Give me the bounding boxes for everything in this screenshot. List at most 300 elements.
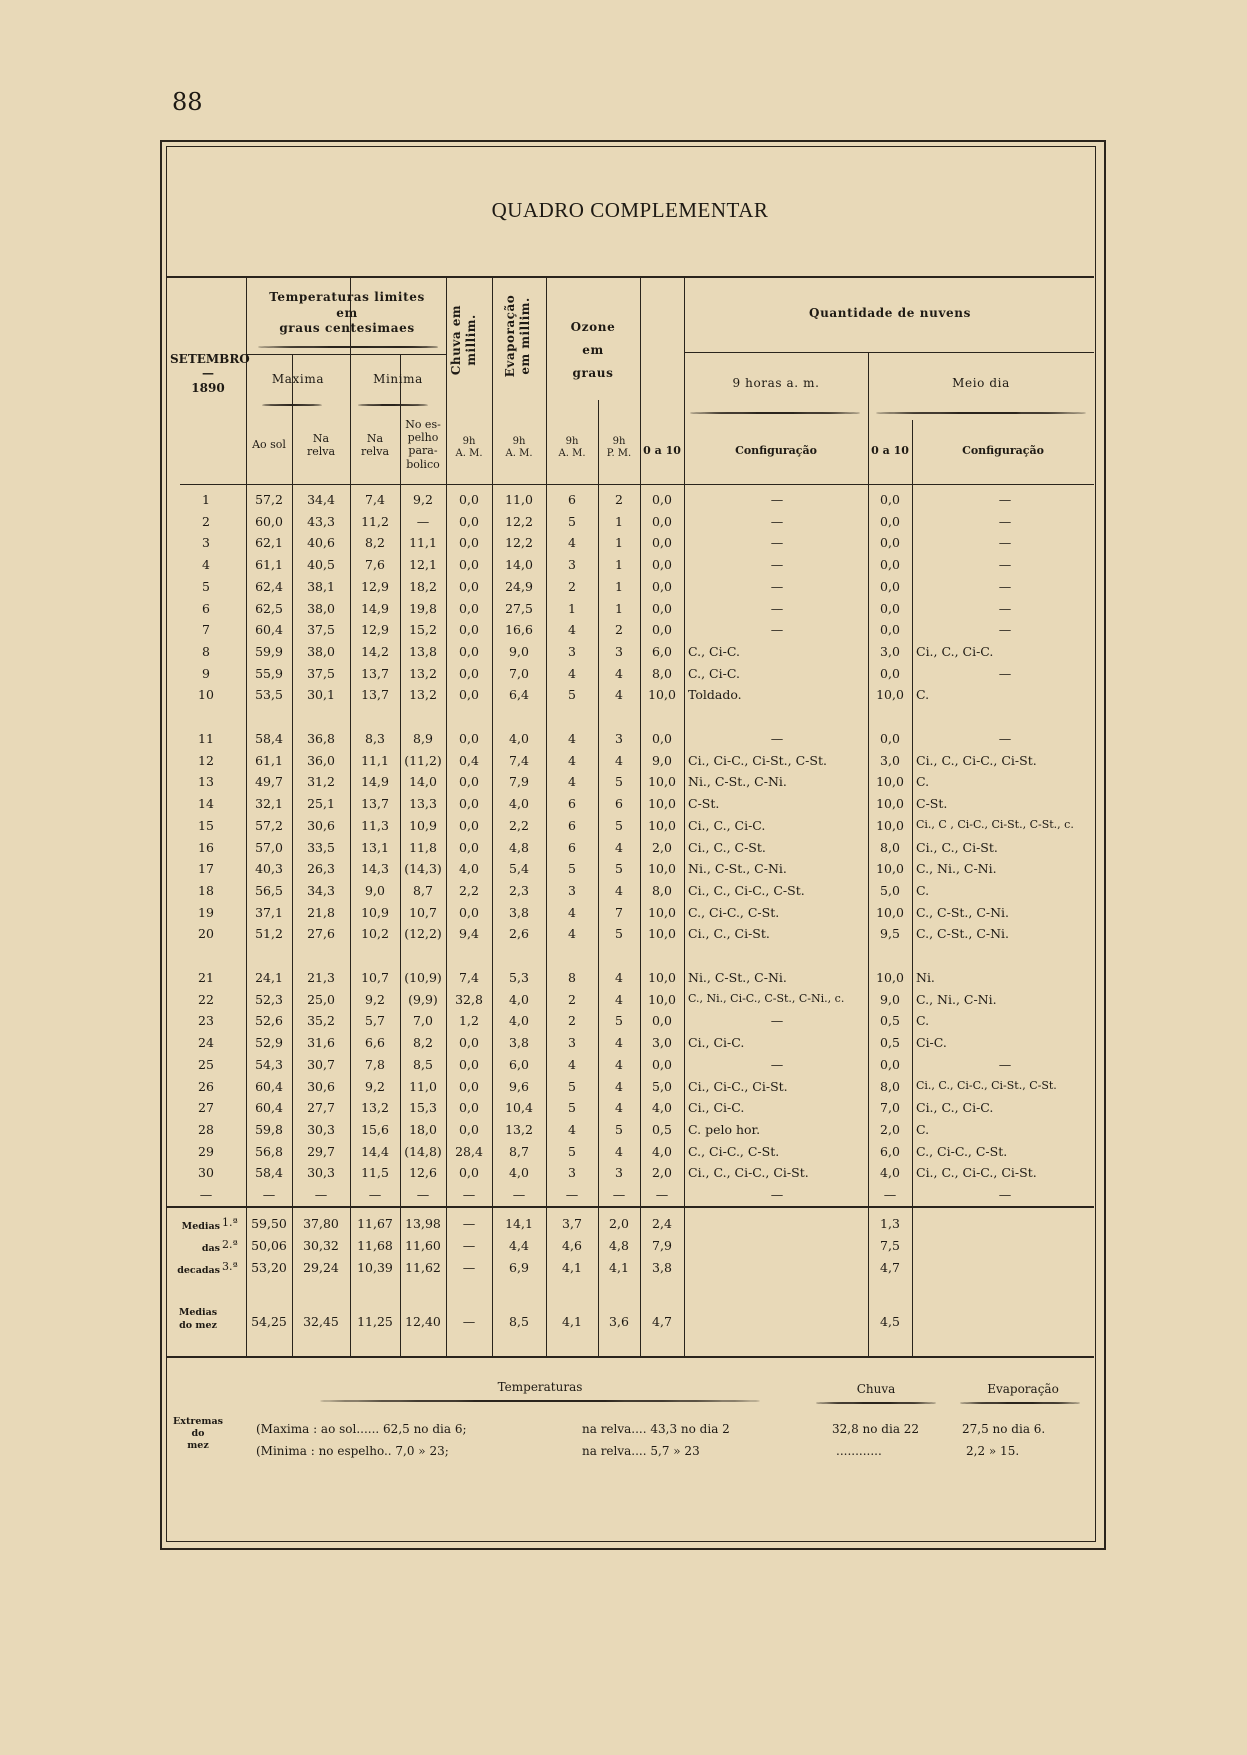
cell-min-espelho: 12,1 <box>409 557 437 573</box>
header-maxima: Maxima <box>271 372 325 386</box>
cell-evaporacao: 9,6 <box>509 1078 529 1094</box>
cell-min-na-relva: 5,7 <box>365 1013 385 1029</box>
cell-config-md: C-St. <box>916 796 948 812</box>
cell-evaporacao: 13,2 <box>505 1121 533 1137</box>
column-rule <box>684 276 685 1356</box>
cell-day: 27 <box>198 1100 214 1116</box>
cell-max-na-relva: 38,1 <box>307 578 335 594</box>
cell-min-na-relva: 14,9 <box>361 600 389 616</box>
cell-config-md: C., Ci-C., C-St. <box>916 1143 1008 1159</box>
header-top-rule <box>166 276 1094 278</box>
cell-ozone-am: 5 <box>568 1078 576 1094</box>
table-title: QUADRO COMPLEMENTAR <box>491 198 769 222</box>
cell-max-ao-sol: 37,1 <box>255 904 283 920</box>
cell-evaporacao: 10,4 <box>505 1100 533 1116</box>
cell-nuvens-md: 0,0 <box>880 1056 900 1072</box>
cell-config-am: Ni., C-St., C-Ni. <box>688 970 787 985</box>
cell-evaporacao: 24,9 <box>505 578 533 594</box>
cell-min-na-relva: 13,7 <box>361 665 389 681</box>
cell-nuvens-am: 9,0 <box>652 752 672 768</box>
cell-nuvens-md: 10,0 <box>876 904 904 920</box>
cell-min-espelho: — <box>416 513 430 529</box>
cell-max-na-relva: 27,6 <box>307 926 335 942</box>
cell-nuvens-am: 0,0 <box>652 600 672 616</box>
header-swash-rule <box>262 404 322 406</box>
cell-nuvens-md: 8,0 <box>880 839 900 855</box>
cell-config-am: — <box>770 557 784 573</box>
cell-min-espelho: (10,9) <box>404 970 442 985</box>
means-decades-label: Medias das decadas <box>177 1221 220 1276</box>
cell-nuvens-am: 10,0 <box>648 904 676 920</box>
cell-chuva: 0,0 <box>459 513 479 529</box>
cell-nuvens-am: — <box>655 1187 669 1202</box>
cell-ozone-am: 4 <box>568 904 576 920</box>
cell-config-am: Ci., Ci-C., Ci-St. <box>688 1078 788 1094</box>
header-bottom-rule <box>180 484 1094 485</box>
mean-ozone-am: 4,1 <box>562 1260 582 1275</box>
cell-config-md: C., C-St., C-Ni. <box>916 926 1010 942</box>
cell-nuvens-md: 0,0 <box>880 492 900 507</box>
cell-ozone-am: 6 <box>568 817 576 833</box>
cell-min-espelho: 10,9 <box>409 817 437 833</box>
cell-max-ao-sol: 58,4 <box>255 1165 283 1181</box>
cell-max-ao-sol: 51,2 <box>255 926 283 942</box>
cell-ozone-am: 4 <box>568 622 576 638</box>
cell-max-na-relva: 40,6 <box>307 535 335 551</box>
cell-ozone-am: 3 <box>568 882 576 898</box>
mean-min-espelho: 11,62 <box>405 1260 441 1275</box>
cell-ozone-am: — <box>565 1187 579 1202</box>
cell-ozone-pm: 1 <box>615 578 623 594</box>
cell-nuvens-md: 9,5 <box>880 926 900 942</box>
cell-day: 7 <box>202 622 210 638</box>
cell-chuva: 2,2 <box>459 882 479 898</box>
cell-min-espelho: (14,8) <box>404 1143 442 1159</box>
footer-min-line: (Minima : no espelho.. 7,0 » 23; <box>256 1444 449 1458</box>
cell-nuvens-am: 3,0 <box>652 1035 672 1051</box>
cell-max-na-relva: 25,0 <box>307 991 335 1007</box>
cell-max-na-relva: 36,8 <box>307 731 335 746</box>
cell-chuva: 0,0 <box>459 1100 479 1116</box>
cell-config-am: Ci., C., Ci-St. <box>688 926 770 942</box>
mean-min-espelho: 13,98 <box>405 1216 441 1231</box>
cell-max-na-relva: 36,0 <box>307 752 335 768</box>
cell-ozone-am: 3 <box>568 1165 576 1181</box>
cell-chuva: 0,0 <box>459 643 479 659</box>
cell-ozone-am: 2 <box>568 578 576 594</box>
cell-max-na-relva: 38,0 <box>307 600 335 616</box>
cell-config-md: C., Ni., C-Ni. <box>916 991 997 1007</box>
cell-ozone-am: 3 <box>568 557 576 573</box>
cell-max-ao-sol: 52,6 <box>255 1013 283 1029</box>
cell-nuvens-md: 10,0 <box>876 817 904 833</box>
cell-nuvens-md: 4,0 <box>880 1165 900 1181</box>
cell-config-am: C-St. <box>688 796 720 812</box>
cell-chuva: 28,4 <box>455 1143 483 1159</box>
cell-nuvens-md: 3,0 <box>880 643 900 659</box>
cell-nuvens-am: 2,0 <box>652 1165 672 1181</box>
footer-top-rule <box>166 1356 1094 1358</box>
cell-config-am: — <box>770 731 784 746</box>
decade-number: 3.ª <box>222 1260 238 1273</box>
cell-min-espelho: 13,2 <box>409 687 437 703</box>
cell-day: 10 <box>198 687 214 703</box>
cell-max-na-relva: 30,7 <box>307 1056 335 1072</box>
cell-min-na-relva: 11,1 <box>361 752 389 768</box>
cell-chuva: 32,8 <box>455 991 483 1007</box>
header-nove-horas: 9 horas a. m. <box>732 376 820 390</box>
cell-config-md: — <box>998 513 1012 529</box>
header-max-na-relva: Na relva <box>306 432 336 459</box>
cell-evaporacao: 12,2 <box>505 535 533 551</box>
cell-max-na-relva: 31,6 <box>307 1035 335 1051</box>
cell-nuvens-am: 0,0 <box>652 492 672 507</box>
cell-nuvens-md: 10,0 <box>876 796 904 812</box>
cell-day: 4 <box>202 557 210 573</box>
cell-ozone-am: 4 <box>568 926 576 942</box>
cell-min-na-relva: 11,3 <box>361 817 389 833</box>
cell-chuva: 1,2 <box>459 1013 479 1029</box>
mean-ozone-am: 4,6 <box>562 1238 582 1253</box>
cell-max-ao-sol: 55,9 <box>255 665 283 681</box>
cell-min-na-relva: 13,7 <box>361 687 389 703</box>
cell-ozone-am: 4 <box>568 535 576 551</box>
cell-max-na-relva: 37,5 <box>307 622 335 638</box>
cell-min-na-relva: 15,6 <box>361 1121 389 1137</box>
cell-ozone-am: 4 <box>568 1121 576 1137</box>
cell-min-na-relva: 11,5 <box>361 1165 389 1181</box>
cell-ozone-pm: 4 <box>615 1143 623 1159</box>
cell-day: 21 <box>198 970 214 985</box>
cell-max-ao-sol: 60,4 <box>255 1100 283 1116</box>
cell-min-espelho: (12,2) <box>404 926 442 942</box>
cell-day: 19 <box>198 904 214 920</box>
cell-evaporacao: 3,8 <box>509 1035 529 1051</box>
cell-evaporacao: 7,9 <box>509 774 529 790</box>
header-swash-rule <box>358 346 438 348</box>
month-mean-ozone-am: 4,1 <box>562 1314 582 1329</box>
cell-nuvens-am: 2,0 <box>652 839 672 855</box>
cell-ozone-am: 3 <box>568 1035 576 1051</box>
mean-nuvens-md: 7,5 <box>880 1238 900 1253</box>
cell-max-ao-sol: 60,0 <box>255 513 283 529</box>
cell-max-na-relva: 43,3 <box>307 513 335 529</box>
cell-config-am: C., Ci-C. <box>688 665 740 681</box>
mean-ozone-pm: 4,8 <box>609 1238 629 1253</box>
cell-chuva: 9,4 <box>459 926 479 942</box>
cell-day: 18 <box>198 882 214 898</box>
cell-config-md: — <box>998 731 1012 746</box>
cell-ozone-pm: 2 <box>615 492 623 507</box>
cell-config-md: Ci., C., Ci-St. <box>916 839 998 855</box>
footer-max-line: (Maxima : ao sol...... 62,5 no dia 6; <box>256 1422 467 1436</box>
cell-min-na-relva: 12,9 <box>361 622 389 638</box>
footer-temperaturas: Temperaturas <box>497 1380 583 1394</box>
cell-config-am: — <box>770 492 784 507</box>
cell-day: 22 <box>198 991 214 1007</box>
cell-nuvens-md: 2,0 <box>880 1121 900 1137</box>
cell-evaporacao: 7,0 <box>509 665 529 681</box>
cell-chuva: 0,0 <box>459 600 479 616</box>
header-ozone-9h-pm: 9h P. M. <box>606 436 632 459</box>
cell-ozone-am: 5 <box>568 1100 576 1116</box>
decade-number: 2.ª <box>222 1238 238 1251</box>
cell-evaporacao: 16,6 <box>505 622 533 638</box>
cell-max-na-relva: 40,5 <box>307 557 335 573</box>
cell-ozone-pm: 4 <box>615 665 623 681</box>
cell-ozone-pm: 4 <box>615 752 623 768</box>
column-rule <box>912 420 913 1356</box>
cell-config-am: C., Ni., Ci-C., C-St., C-Ni., c. <box>688 991 845 1005</box>
cell-nuvens-md: 8,0 <box>880 1078 900 1094</box>
cell-evaporacao: 6,4 <box>509 687 529 703</box>
cell-config-md: Ci., C., Ci-C., Ci-St. <box>916 1165 1037 1181</box>
header-temperaturas: Temperaturas limites em graus centesimaes <box>269 290 425 336</box>
month-mean-ozone-pm: 3,6 <box>609 1314 629 1329</box>
cell-ozone-pm: 5 <box>615 926 623 942</box>
cell-max-ao-sol: 57,0 <box>255 839 283 855</box>
month-mean-max-ao-sol: 54,25 <box>251 1314 287 1329</box>
cell-max-ao-sol: 59,8 <box>255 1121 283 1137</box>
means-month-label: Medias do mez <box>178 1307 218 1331</box>
cell-nuvens-am: 0,0 <box>652 622 672 638</box>
cell-config-md: Ci., C., Ci-C., Ci-St. <box>916 752 1037 768</box>
maxmin-rule <box>246 354 446 355</box>
cell-nuvens-am: 0,5 <box>652 1121 672 1137</box>
cell-max-ao-sol: 32,1 <box>255 796 283 812</box>
mean-nuvens-am: 3,8 <box>652 1260 672 1275</box>
cell-nuvens-md: 10,0 <box>876 861 904 877</box>
cell-max-ao-sol: 56,5 <box>255 882 283 898</box>
cell-config-am: Ci., Ci-C. <box>688 1035 745 1051</box>
cell-min-na-relva: 14,2 <box>361 643 389 659</box>
cell-min-na-relva: 9,2 <box>365 1078 385 1094</box>
cell-max-ao-sol: 59,9 <box>255 643 283 659</box>
cell-min-na-relva: 10,2 <box>361 926 389 942</box>
header-no-espelho: No es- pelho para- bolico <box>405 418 441 471</box>
cell-config-am: C. pelo hor. <box>688 1121 761 1137</box>
cell-nuvens-md: 0,0 <box>880 731 900 746</box>
cell-nuvens-am: 0,0 <box>652 557 672 573</box>
cell-max-ao-sol: 56,8 <box>255 1143 283 1159</box>
cell-max-na-relva: 35,2 <box>307 1013 335 1029</box>
cell-max-ao-sol: 62,5 <box>255 600 283 616</box>
cell-chuva: 0,0 <box>459 774 479 790</box>
cell-nuvens-md: 0,5 <box>880 1035 900 1051</box>
cell-nuvens-md: 3,0 <box>880 752 900 768</box>
cell-config-md: C. <box>916 1013 930 1029</box>
header-swash-rule <box>876 412 1086 414</box>
cell-ozone-pm: 4 <box>615 970 623 985</box>
footer-max-evap: 27,5 no dia 6. <box>962 1422 1046 1436</box>
cell-ozone-am: 4 <box>568 752 576 768</box>
cell-ozone-am: 6 <box>568 796 576 812</box>
cell-min-na-relva: 8,3 <box>365 731 385 746</box>
cell-config-md: C., Ni., C-Ni. <box>916 861 997 877</box>
cell-config-md: C. <box>916 687 930 703</box>
cell-ozone-pm: 4 <box>615 882 623 898</box>
cell-day: 1 <box>202 492 210 507</box>
cell-ozone-pm: 3 <box>615 1165 623 1181</box>
cell-min-na-relva: 6,6 <box>365 1035 385 1051</box>
cell-chuva: 0,0 <box>459 1056 479 1072</box>
cell-config-md: — <box>998 492 1012 507</box>
cell-nuvens-md: 0,0 <box>880 622 900 638</box>
cell-ozone-am: 8 <box>568 970 576 985</box>
cell-day: 24 <box>198 1035 214 1051</box>
header-evap-9h: 9h A. M. <box>505 436 533 459</box>
cell-min-na-relva: 10,7 <box>361 970 389 985</box>
cell-max-na-relva: 34,4 <box>307 492 335 507</box>
cell-config-am: — <box>770 535 784 551</box>
cell-nuvens-am: 0,0 <box>652 1056 672 1072</box>
cell-ozone-pm: — <box>612 1187 626 1202</box>
month-mean-evaporacao: 8,5 <box>509 1314 529 1329</box>
header-evaporacao: Evaporação em millim. <box>503 294 532 378</box>
cell-evaporacao: 3,8 <box>509 904 529 920</box>
footer-min-chuva: ............ <box>836 1444 882 1458</box>
cell-day: 13 <box>198 774 214 790</box>
header-ao-sol: Ao sol <box>252 438 286 451</box>
mean-nuvens-am: 7,9 <box>652 1238 672 1253</box>
cell-ozone-am: 6 <box>568 492 576 507</box>
cell-evaporacao: 4,0 <box>509 1165 529 1181</box>
cell-ozone-pm: 4 <box>615 1078 623 1094</box>
cell-min-espelho: 13,2 <box>409 665 437 681</box>
header-meio-dia: Meio dia <box>952 376 1010 390</box>
cell-nuvens-am: 6,0 <box>652 643 672 659</box>
cell-evaporacao: 4,0 <box>509 1013 529 1029</box>
cell-evaporacao: 5,4 <box>509 861 529 877</box>
cell-config-am: C., Ci-C., C-St. <box>688 1143 780 1159</box>
cell-nuvens-md: 9,0 <box>880 991 900 1007</box>
header-chuva: Chuva em millim. <box>449 304 478 376</box>
cell-min-na-relva: 14,9 <box>361 774 389 790</box>
cell-nuvens-am: 10,0 <box>648 926 676 942</box>
cell-min-espelho: 18,2 <box>409 578 437 594</box>
cell-nuvens-md: 6,0 <box>880 1143 900 1159</box>
footer-evap-swash <box>960 1402 1080 1404</box>
cell-ozone-pm: 4 <box>615 839 623 855</box>
cell-max-na-relva: 29,7 <box>307 1143 335 1159</box>
cell-min-espelho: 15,3 <box>409 1100 437 1116</box>
cell-max-na-relva: — <box>314 1187 328 1202</box>
footer-chuva: Chuva <box>856 1382 896 1396</box>
header-swash-rule <box>690 412 860 414</box>
cell-nuvens-md: 0,0 <box>880 600 900 616</box>
cell-day: 5 <box>202 578 210 594</box>
month-mean-min-na-relva: 11,25 <box>357 1314 393 1329</box>
cell-max-na-relva: 38,0 <box>307 643 335 659</box>
cell-nuvens-md: 10,0 <box>876 970 904 985</box>
cell-nuvens-am: 10,0 <box>648 991 676 1007</box>
cell-config-am: — <box>770 1056 784 1072</box>
cell-chuva: 0,0 <box>459 904 479 920</box>
cell-day: 14 <box>198 796 214 812</box>
cell-nuvens-am: 0,0 <box>652 578 672 594</box>
footer-temp-swash <box>320 1400 760 1402</box>
cell-max-ao-sol: 52,9 <box>255 1035 283 1051</box>
cell-ozone-pm: 7 <box>615 904 623 920</box>
cell-config-am: Ci., C., C-St. <box>688 839 766 855</box>
cell-max-ao-sol: 58,4 <box>255 731 283 746</box>
cell-chuva: 0,0 <box>459 578 479 594</box>
mean-chuva: — <box>462 1238 476 1253</box>
cell-evaporacao: 2,3 <box>509 882 529 898</box>
cell-max-ao-sol: 57,2 <box>255 817 283 833</box>
cell-config-md: Ci-C. <box>916 1035 947 1051</box>
cell-ozone-am: 2 <box>568 1013 576 1029</box>
cell-min-espelho: 11,1 <box>409 535 437 551</box>
cell-min-na-relva: 13,1 <box>361 839 389 855</box>
cell-nuvens-am: 4,0 <box>652 1143 672 1159</box>
decade-number: 1.ª <box>222 1216 238 1229</box>
nuvens-rule <box>684 352 1094 353</box>
cell-ozone-pm: 4 <box>615 991 623 1007</box>
cell-config-md: Ni. <box>916 970 935 985</box>
cell-chuva: 0,0 <box>459 1121 479 1137</box>
mean-chuva: — <box>462 1260 476 1275</box>
cell-ozone-am: 4 <box>568 774 576 790</box>
cell-nuvens-md: 0,5 <box>880 1013 900 1029</box>
cell-max-na-relva: 30,6 <box>307 1078 335 1094</box>
cell-max-ao-sol: 62,1 <box>255 535 283 551</box>
cell-max-na-relva: 21,3 <box>307 970 335 985</box>
cell-nuvens-am: 0,0 <box>652 731 672 746</box>
cell-config-md: Ci., C., Ci-C., Ci-St., C-St. <box>916 1078 1057 1092</box>
header-zero-dez-1: 0 a 10 <box>643 444 681 457</box>
cell-nuvens-am: 10,0 <box>648 970 676 985</box>
footer-extremas-label: Extremas do mez <box>173 1416 223 1451</box>
cell-chuva: 0,0 <box>459 731 479 746</box>
cell-min-espelho: 8,5 <box>413 1056 433 1072</box>
cell-max-ao-sol: 24,1 <box>255 970 283 985</box>
cell-min-espelho: 11,0 <box>409 1078 437 1094</box>
cell-evaporacao: 9,0 <box>509 643 529 659</box>
cell-min-na-relva: — <box>368 1187 382 1202</box>
header-chuva-9h: 9h A. M. <box>455 436 483 459</box>
footer-evaporacao: Evaporação <box>987 1382 1059 1396</box>
header-month: SETEMBRO — 1890 <box>170 352 250 395</box>
mean-evaporacao: 6,9 <box>509 1260 529 1275</box>
cell-config-md: Ci., C , Ci-C., Ci-St., C-St., c. <box>916 817 1074 831</box>
cell-nuvens-md: 7,0 <box>880 1100 900 1116</box>
cell-config-md: C. <box>916 882 930 898</box>
cell-min-espelho: 12,6 <box>409 1165 437 1181</box>
cell-config-md: Ci., C., Ci-C. <box>916 1100 994 1116</box>
cell-config-am: — <box>770 600 784 616</box>
cell-ozone-pm: 4 <box>615 1035 623 1051</box>
cell-min-espelho: 7,0 <box>413 1013 433 1029</box>
cell-nuvens-md: 5,0 <box>880 882 900 898</box>
cell-min-espelho: (11,2) <box>404 752 442 768</box>
cell-ozone-am: 6 <box>568 839 576 855</box>
cell-nuvens-am: 10,0 <box>648 861 676 877</box>
cell-config-am: C., Ci-C. <box>688 643 740 659</box>
header-nuvens: Quantidade de nuvens <box>809 306 971 320</box>
cell-day: 15 <box>198 817 214 833</box>
cell-day: 8 <box>202 643 210 659</box>
header-min-na-relva: Na relva <box>360 432 390 459</box>
cell-config-am: — <box>770 513 784 529</box>
cell-config-am: Ni., C-St., C-Ni. <box>688 774 787 790</box>
cell-day: 16 <box>198 839 214 855</box>
footer-chuva-swash <box>816 1402 936 1404</box>
cell-day: 12 <box>198 752 214 768</box>
cell-config-am: Ci., C., Ci-C., C-St. <box>688 882 805 898</box>
cell-max-na-relva: 26,3 <box>307 861 335 877</box>
cell-min-espelho: 8,2 <box>413 1035 433 1051</box>
